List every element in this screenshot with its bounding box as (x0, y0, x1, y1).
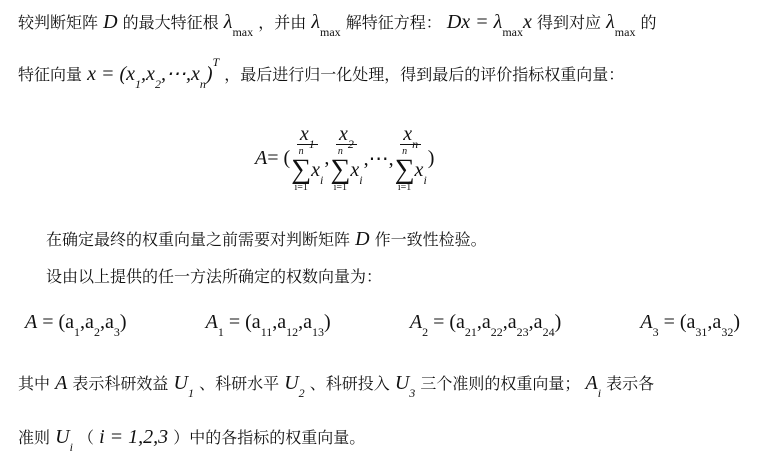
subscript: 2 (93, 325, 100, 339)
numerator (400, 122, 421, 151)
math-U: U (55, 426, 70, 448)
Ai (585, 372, 602, 400)
text-span: 解特征方程： (345, 13, 442, 32)
subscript: i (320, 172, 324, 187)
text-span: 的最大特征根 (122, 13, 219, 32)
paragraph-line-1 (18, 10, 745, 39)
eq-part: ,a (528, 311, 543, 333)
subscript: 13 (312, 325, 325, 339)
sum-upper: n (402, 145, 408, 157)
text-span: 、科研投入 (309, 374, 390, 393)
sigma-symbol: ∑ (394, 153, 415, 185)
eqn-lhs: Dx = λ (446, 11, 503, 33)
vector-A3 (640, 311, 740, 339)
eigenvector-definition (87, 54, 220, 91)
subscript: 32 (721, 325, 734, 339)
subscript: 21 (464, 325, 477, 339)
math-A: A (585, 372, 598, 394)
math-x: x (299, 122, 309, 145)
sum-upper: n (337, 145, 343, 157)
vector-A (25, 311, 127, 339)
subscript: 3 (652, 325, 659, 339)
eq-part: ,a (298, 311, 313, 333)
lambda-max (223, 11, 254, 39)
text-span: ，最后进行归一化处理，得到最后的评价指标权重向量： (224, 65, 625, 84)
subscript: 2 (154, 77, 161, 91)
subscript: 1 (74, 325, 81, 339)
math-D: D (355, 228, 370, 250)
subscript: 12 (286, 325, 299, 339)
text-span: ，并由 (258, 13, 307, 32)
fraction-2 (330, 124, 362, 193)
math-x: x (339, 122, 348, 145)
vector-A2 (409, 311, 562, 339)
lambda-symbol: λ (223, 11, 233, 33)
lambda-max (311, 11, 341, 39)
U2 (284, 372, 305, 400)
subscript: 31 (695, 325, 708, 339)
subscript: 1 (217, 325, 224, 339)
denominator (291, 145, 323, 193)
subscript: 1 (135, 77, 142, 91)
math-A: A (640, 311, 653, 333)
subscript: 3 (113, 325, 120, 339)
math-A: A (205, 311, 218, 333)
vector-A1 (205, 311, 331, 339)
text-span: ）中的各指标的权重向量。 (173, 428, 366, 447)
subscript: i (597, 386, 602, 400)
eq-part: ,a (707, 311, 722, 333)
math-D: D (103, 11, 118, 33)
sum-term (350, 158, 363, 187)
sigma-symbol: ∑ (291, 153, 312, 185)
subscript: i (359, 172, 363, 187)
subscript: 1 (187, 386, 194, 400)
eigen-equation (446, 11, 532, 39)
math-x: x (311, 158, 321, 181)
subscript: 22 (490, 325, 503, 339)
sum-upper: n (298, 145, 304, 157)
sum-lower: i=1 (397, 181, 412, 193)
paragraph-line-3 (46, 227, 745, 252)
max-subscript: max (614, 25, 636, 39)
numerator (336, 122, 357, 151)
eq-part: ) (205, 63, 213, 85)
lambda-max (606, 11, 636, 39)
math-U: U (173, 372, 188, 394)
sum-term (414, 158, 427, 187)
subscript: 2 (298, 386, 305, 400)
math-x: x (523, 11, 532, 33)
sum-lower: i=1 (333, 181, 348, 193)
U3 (394, 372, 416, 400)
subscript: 2 (422, 325, 429, 339)
max-subscript: max (232, 25, 254, 39)
subscript: 3 (409, 386, 416, 400)
text-span: 、科研水平 (199, 374, 280, 393)
eq-part: ,a (80, 311, 94, 333)
sum-lower: i=1 (294, 181, 308, 193)
subscript: n (412, 136, 419, 151)
eq-part: ) (733, 311, 740, 333)
math-A: A (55, 372, 68, 394)
math-x: x (350, 158, 360, 181)
text-span: 的 (640, 13, 657, 32)
subscript: 24 (542, 325, 555, 339)
paragraph-line-4 (46, 265, 745, 289)
math-x: x (87, 63, 96, 85)
subscript: 2 (347, 136, 354, 151)
denominator (395, 145, 427, 193)
eq-part: ,⋯,x (160, 63, 200, 85)
fraction-n (395, 124, 427, 193)
eq-part: ) (427, 146, 435, 169)
max-subscript: max (502, 25, 524, 39)
math-A: A (25, 311, 38, 333)
eq-part: ,a (272, 311, 287, 333)
eq-part: ,a (476, 311, 491, 333)
math-x: x (414, 158, 424, 181)
math-A: A (409, 311, 423, 333)
eq-part: ,a (502, 311, 517, 333)
text-span: 特征向量 (18, 65, 83, 84)
eq-part: ) (324, 311, 331, 333)
text-span: 较判断矩阵 (18, 13, 99, 32)
numerator (297, 122, 318, 151)
math-A: A (255, 146, 268, 169)
math-U: U (284, 372, 299, 394)
subscript: 1 (308, 136, 315, 151)
text-span: 三个准则的权重向量； (420, 374, 581, 393)
eq-part: ) (554, 311, 562, 333)
math-x: x (403, 122, 413, 145)
text-span: 在确定最终的权重向量之前需要对判断矩阵 (46, 230, 351, 249)
paragraph-line-6 (18, 425, 745, 454)
eq-part: = ( (267, 146, 291, 169)
eq-part: = (a (658, 311, 696, 333)
text-span: （ (78, 428, 95, 447)
normalization-formula (255, 118, 535, 198)
Ui (55, 426, 73, 454)
summation (395, 147, 415, 193)
comma: , (324, 146, 330, 169)
text-span: 得到对应 (537, 13, 602, 32)
subscript: 11 (260, 325, 273, 339)
index-range: i = 1,2,3 (99, 426, 169, 448)
denominator (330, 145, 362, 193)
subscript: 23 (516, 325, 529, 339)
text-span: 其中 (18, 374, 51, 393)
eq-part: = (a (37, 311, 75, 333)
eq-part: ,a (99, 311, 114, 333)
paragraph-line-2 (18, 54, 745, 91)
summation (330, 147, 350, 193)
weight-vectors (25, 311, 740, 339)
eq-part: = (x (96, 63, 136, 85)
text-span: 表示各 (606, 374, 655, 393)
text-span: 准则 (18, 428, 51, 447)
sigma-symbol: ∑ (330, 153, 351, 185)
eq-part: ,x (141, 63, 155, 85)
lambda-symbol: λ (311, 11, 320, 33)
subscript: i (69, 440, 73, 454)
math-U: U (394, 372, 410, 394)
lambda-symbol: λ (606, 11, 615, 33)
subscript: i (423, 172, 427, 187)
text-span: 表示科研效益 (72, 374, 169, 393)
subscript: n (199, 77, 206, 91)
ellipsis: ,⋯, (363, 147, 394, 170)
fraction-1 (291, 124, 323, 193)
superscript-T: T (212, 54, 220, 69)
eq-part: = (a (223, 311, 261, 333)
U1 (173, 372, 194, 400)
summation (291, 147, 311, 193)
paragraph-line-5 (18, 371, 745, 400)
text-span: 设由以上提供的任一方法所确定的权数向量为： (46, 267, 383, 286)
max-subscript: max (319, 25, 341, 39)
text-span: 作一致性检验。 (374, 230, 487, 249)
sum-term (311, 158, 324, 187)
eq-part: ) (119, 311, 127, 333)
eq-part: = (a (428, 311, 465, 333)
